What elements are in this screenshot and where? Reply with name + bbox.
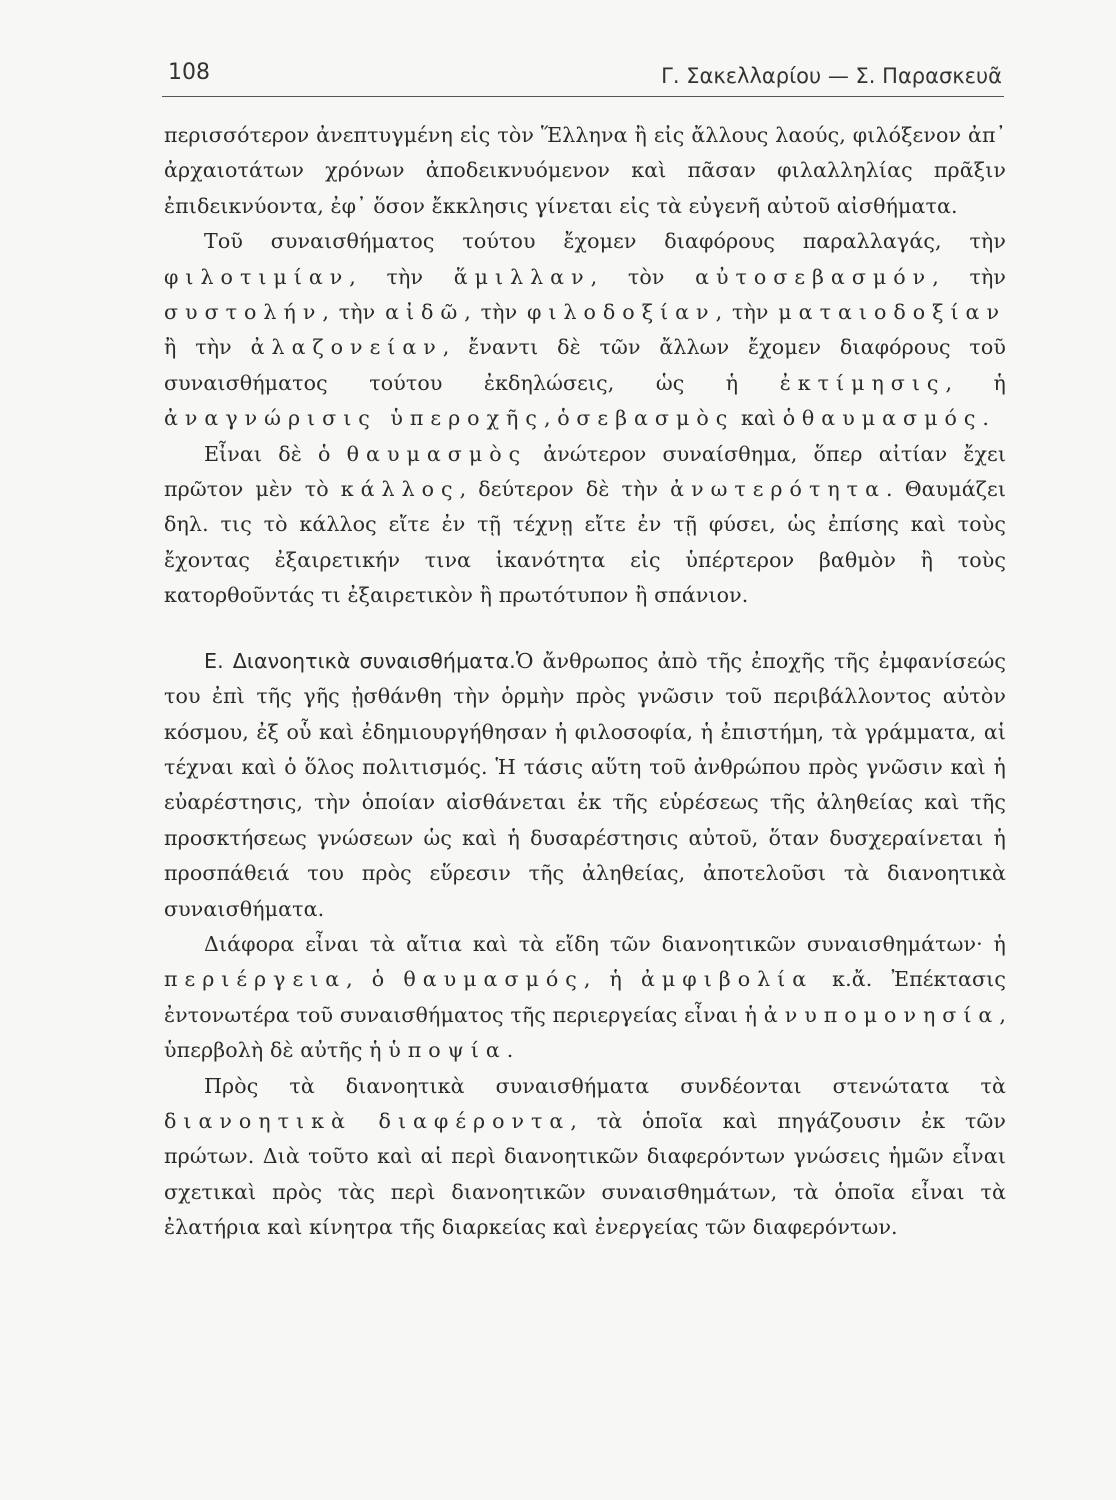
text-run: ἢ τὴν xyxy=(164,335,251,360)
paragraph-4 xyxy=(164,644,1006,927)
page-number: 108 xyxy=(168,60,210,85)
spaced-term: θαυμασμὸς xyxy=(346,441,528,466)
text-run: , τὴν xyxy=(932,264,1006,289)
spaced-term: περιέργεια xyxy=(164,967,347,992)
text-run: , ἔναντι δὲ τῶν ἄλλων ἔχομεν διαφόρους τοῦ συναισθήματος τούτου ἐκδηλώσεις, ὡς ἡ xyxy=(164,335,1007,395)
text-run: , ὁ xyxy=(346,967,404,992)
spaced-term: ματαιοδοξίαν xyxy=(778,300,1006,325)
spaced-term: αἰδῶ xyxy=(385,300,465,325)
text-run: . xyxy=(982,406,990,431)
spaced-term: κάλλος xyxy=(340,477,460,502)
text-run: . xyxy=(506,1038,514,1063)
paragraph-5 xyxy=(164,927,1006,1069)
text-run: , τὰ ὁποῖα καὶ πηγάζουσιν ἐκ τῶν πρώτων. Διὰ τοῦτο καὶ αἱ περὶ διανοητικῶν διαφερόντων γνώσεις ἡμῶν εἶναι σχετικαὶ πρὸς τὰς περὶ διανοητικῶν συναισθημάτων, τὰ ὁποῖα εἶναι τὰ ἐλατήρια καὶ κίνητρα τῆς διαρκείας καὶ ἐνεργείας τῶν διαφερόντων. xyxy=(164,1108,1006,1240)
running-head: Γ. Σακελλαρίου — Σ. Παρασκευᾶ xyxy=(661,64,1002,88)
text-run: Εἶναι δὲ ὁ xyxy=(204,441,347,466)
text-run: Τοῦ συναισθήματος τούτου ἔχομεν διαφόρους παραλλαγάς, τὴν xyxy=(204,229,1006,254)
spaced-term: ἀναγνώρισις ὑπεροχῆς xyxy=(164,406,544,431)
spaced-term: θαυμασμός xyxy=(801,406,983,431)
text-run: , τὴν xyxy=(464,300,527,325)
text-run: Διάφορα εἶναι τὰ αἴτια καὶ τὰ εἴδη τῶν διανοητικῶν συναισθημάτων· ἡ xyxy=(204,931,1006,956)
body-text xyxy=(164,118,1006,1246)
paragraph-1: περισσότερον ἀνεπτυγμένη εἰς τὸν Ἕλληνα ἢ εἰς ἄλλους λαούς, φιλόξενον ἀπ᾽ ἀρχαιοτάτων χρόνων ἀποδεικνυόμενον καὶ πᾶσαν φιλαλληλίας πρᾶξιν ἐπιδεικνύοντα, ἐφ᾽ ὅσον ἔκκλησις γίνεται εἰς τὰ εὐγενῆ αὐτοῦ αἰσθήματα. xyxy=(164,123,1006,218)
text-run: κ.ἄ. Ἐπέκτασις ἐντονωτέρα τοῦ συναισθήματος τῆς περιεργείας εἶναι ἡ xyxy=(164,967,1006,1027)
paragraph-6 xyxy=(164,1069,1006,1246)
text-run: , τὴν xyxy=(715,300,779,325)
text-run: , τὴν xyxy=(349,264,454,289)
text-run: Πρὸς τὰ διανοητικὰ συναισθήματα συνδέονται στενώτατα τὰ xyxy=(204,1073,1006,1098)
text-run: , ἡ xyxy=(583,967,642,992)
text-run: , ἡ xyxy=(945,370,1006,395)
spaced-term: ἀνωτερότητα xyxy=(670,477,886,502)
text-run: . Θαυμάζει δηλ. τις τὸ κάλλος εἴτε ἐν τῇ τέχνῃ εἴτε ἐν τῇ φύσει, ὡς ἐπίσης καὶ τοὺς ἔχοντας ἐξαιρετικήν τινα ἱκανότητα εἰς ὑπέρτερον βαθμὸν ἢ τοὺς κατορθοῦντάς τι ἐξαιρετικὸν ἢ πρωτότυπον ἢ σπάνιον. xyxy=(164,477,1006,608)
text-run: , τὴν xyxy=(322,300,386,325)
text-run: , δεύτερον δὲ τὴν xyxy=(459,477,671,502)
spaced-term: αὐτοσεβασμόν xyxy=(695,264,933,289)
spaced-term: ἐκτίμησις xyxy=(779,370,946,395)
paragraph-2 xyxy=(164,224,1006,436)
spaced-term: ἀμφιβολία xyxy=(641,967,814,992)
spaced-term: ὑποψία xyxy=(388,1038,507,1063)
spaced-term: ἀνυπομονησία xyxy=(763,1002,1000,1027)
spaced-term: συστολήν xyxy=(164,300,323,325)
text-run: , ὑπερβολὴ δὲ αὐτῆς ἡ xyxy=(164,1002,1006,1063)
spaced-term: σεβασμὸς xyxy=(576,406,735,431)
text-run: , τὸν xyxy=(590,264,696,289)
spaced-term: φιλοδοξίαν xyxy=(526,300,716,325)
paragraph-3 xyxy=(164,437,1006,614)
text-run: καὶ ὁ xyxy=(734,406,802,431)
page-header xyxy=(162,56,1004,97)
spaced-term: διανοητικὰ διαφέροντα xyxy=(164,1108,571,1133)
text-run: , ὁ xyxy=(543,406,577,431)
spaced-term: θαυμασμός xyxy=(403,967,584,992)
section-title: Ε. Διανοητικὰ συναισθήματα. xyxy=(204,648,516,673)
spaced-term: φιλοτιμίαν xyxy=(164,264,350,289)
text-run: ἀνώτερον συναίσθημα, ὅπερ αἰτίαν ἔχει πρῶτον μὲν τὸ xyxy=(164,441,1006,502)
spaced-term: ἀλαζονείαν xyxy=(250,335,443,360)
spaced-term: ἅμιλλαν xyxy=(453,264,591,289)
text-run: Ὁ ἄνθρωπος ἀπὸ τῆς ἐποχῆς τῆς ἐμφανίσεώς του ἐπὶ τῆς γῆς ᾐσθάνθη τὴν ὁρμὴν πρὸς γνῶσιν τοῦ περιβάλλοντος αὐτὸν κόσμου, ἐξ οὗ καὶ ἐδημιουργήθησαν ἡ φιλοσοφία, ἡ ἐπιστήμη, τὰ γράμματα, αἱ τέχναι καὶ ὁ ὅλος πολιτισμός. Ἡ τάσις αὕτη τοῦ ἀνθρώπου πρὸς γνῶσιν καὶ ἡ εὐαρέστησις, τὴν ὁποίαν αἰσθάνεται ἐκ τῆς εὑρέσεως τῆς ἀληθείας καὶ τῆς προσκτήσεως γνώσεων ὡς καὶ ἡ δυσαρέστησις αὐτοῦ, ὅταν δυσχεραίνεται ἡ προσπάθειά του πρὸς εὕρεσιν τῆς ἀληθείας, ἀποτελοῦσι τὰ διανοητικὰ συναισθήματα. xyxy=(164,648,1006,921)
